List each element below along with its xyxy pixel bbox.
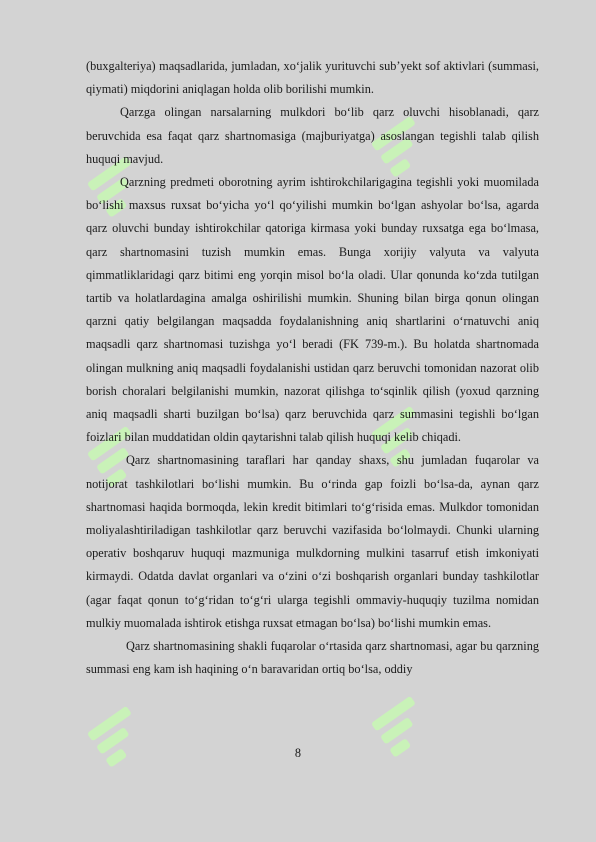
page-number: 8 <box>294 746 302 760</box>
document-body <box>86 55 539 681</box>
paragraph: (buxgalteriya) maqsadlarida, jumladan, xo‘jalik yurituvchi sub’yekt sof aktivlari (summasi, qiymati) miqdorini aniqlagan holda olib borilishi mumkin. <box>86 59 539 97</box>
paragraph: Qarzning predmeti oborotning ayrim ishtirokchilarigagina tegishli yoki muomilada bo‘lishi maxsus ruxsat bo‘yicha yo‘l qo‘yilishi mumkin bo‘lgan ashyolar bo‘lsa, agarda qarz oluvchi bunday ishtirokchilar qatoriga kirmasa yoki bunday ruxsatga ega bo‘lmasa, qarz shartnomasini tuzish mumkin emas. Bunga xorijiy valyuta va valyuta qimmatliklaridagi qarz bitimi eng yorqin misol bo‘la oladi. Ular qonunda ko‘zda tutilgan tartib va holatlardagina amalga oshirilishi mumkin. Shuning bilan birga qonun olingan qarzni qatiy belgilangan maqsadda foydalanishning aniq shartlarini o‘rnatuvchi aniq maqsadli qarz shartnomasi tuzishga yo‘l beradi (FK 739-m.). Bu holatda shartnomada olingan mulkning aniq maqsadli foydalanishi ustidan qarz beruvchi tomonidan nazorat olib borish choralari belgilanishi mumkin, nazorat qilishga to‘sqinlik qilish (yoxud qarzning aniq maqsadli sharti buzilgan bo‘lsa) qarz beruvchida qarz summasini tegishli bo‘lgan foizlari bilan muddatidan oldin qaytarishni talab qilish huquqi kelib chiqadi. <box>86 175 539 445</box>
paragraph: Qarz shartnomasining taraflari har qanday shaxs, shu jumladan fuqarolar va notijorat tashkilotlari bo‘lishi mumkin. Bu o‘rinda gap foizli bo‘lsa-da, aynan qarz shartnomasi haqida bormoqda, lekin kredit bitimlari to‘g‘risida emas. Mulkdor tomonidan moliyalashtiriladigan tashkilotlar qarz beruvchi vazifasida bo‘lolmaydi. Chunki ularning operativ boshqaruv huquqi mazmuniga mulkdorning mulkini tasarruf etish imkoniyati kirmaydi. Odatda davlat organlari va o‘zini o‘zi boshqarish organlari bunday tashkilotlar (agar faqat qonun to‘g‘ridan to‘g‘ri ularga tegishli ommaviy-huquqiy tuzilma nomidan mulkiy muomalada ishtirok etishga ruxsat etmagan bo‘lsa) bo‘lishi mumkin emas. <box>86 453 539 630</box>
paragraph: Qarzga olingan narsalarning mulkdori bo‘lib qarz oluvchi hisoblanadi, qarz beruvchida esa faqat qarz shartnomasiga (majburiyatga) asoslangan tegishli talab qilish huquqi mavjud. <box>86 105 539 166</box>
paragraph: Qarz shartnomasining shakli fuqarolar o‘rtasida qarz shartnomasi, agar bu qarzning summasi eng kam ish haqining o‘n baravaridan ortiq bo‘lsa, oddiy <box>86 639 539 677</box>
